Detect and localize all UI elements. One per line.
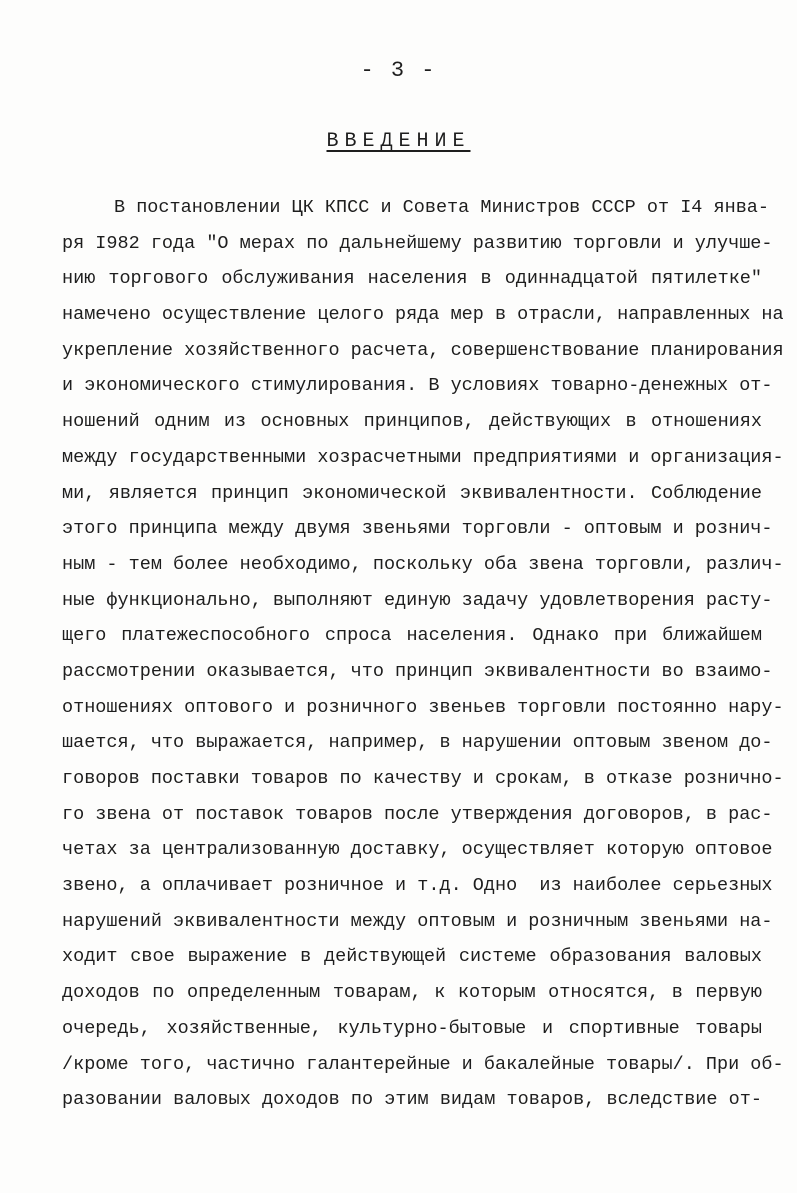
text-line: рассмотрении оказывается, что принцип эквивалентности во взаимо- (62, 660, 773, 682)
text-line: укрепление хозяйственного расчета, совершенствование планирования (62, 339, 784, 361)
text-line: шается, что выражается, например, в нарушении оптовым звеном до- (62, 732, 773, 754)
text-line: говоров поставки товаров по качеству и срокам, в отказе рознично- (62, 768, 784, 789)
text-line: ми, является принцип экономической эквивалентности. Соблюдение (62, 482, 762, 504)
text-line: го звена от поставок товаров после утверждения договоров, в рас- (62, 803, 773, 825)
text-line: ным - тем более необходимо, поскольку оба звена торговли, различ- (62, 553, 784, 575)
text-line: щего платежеспособного спроса населения. Однако при ближайшем (62, 625, 762, 647)
text-line: ря I982 года "О мерах по дальнейшему развитию торговли и улучше- (62, 232, 773, 254)
text-line: ношений одним из основных принципов, действующих в отношениях (62, 411, 762, 433)
page-number: - 3 - (360, 58, 437, 83)
text-line: доходов по определенным товарам, к которым относятся, в первую (62, 982, 762, 1004)
text-line: между государственными хозрасчетными предприятиями и организация- (62, 446, 784, 468)
text-line: этого принципа между двумя звеньями торговли - оптовым и рознич- (62, 518, 773, 540)
text-line: разовании валовых доходов по этим видам товаров, вследствие от- (62, 1089, 762, 1111)
text-line: /кроме того, частично галантерейные и бакалейные товары/. При об- (62, 1053, 784, 1075)
text-line: отношениях оптового и розничного звеньев торговли постоянно нару- (62, 696, 784, 718)
text-line: намечено осуществление целого ряда мер в отрасли, направленных на (62, 304, 784, 326)
text-line: четах за централизованную доставку, осуществляет которую оптовое (62, 839, 773, 861)
section-heading: ВВЕДЕНИЕ (326, 130, 471, 153)
text-line: ные функционально, выполняют единую задачу удовлетворения расту- (62, 589, 773, 611)
text-line: очередь, хозяйственные, культурно-бытовые и спортивные товары (62, 1017, 762, 1039)
text-line: звено, а оплачивает розничное и т.д. Одно из наиболее серьезных (62, 875, 773, 897)
text-line: нию торгового обслуживания населения в одиннадцатой пятилетке" (62, 268, 762, 290)
text-line: нарушений эквивалентности между оптовым и розничным звеньями на- (62, 910, 773, 932)
text-line: ходит свое выражение в действующей системе образования валовых (62, 946, 762, 968)
text-line: и экономического стимулирования. В условиях товарно-денежных от- (62, 375, 773, 397)
body-text (62, 190, 784, 1118)
text-line: В постановлении ЦК КПСС и Совета Министров СССР от I4 янва- (114, 197, 770, 218)
